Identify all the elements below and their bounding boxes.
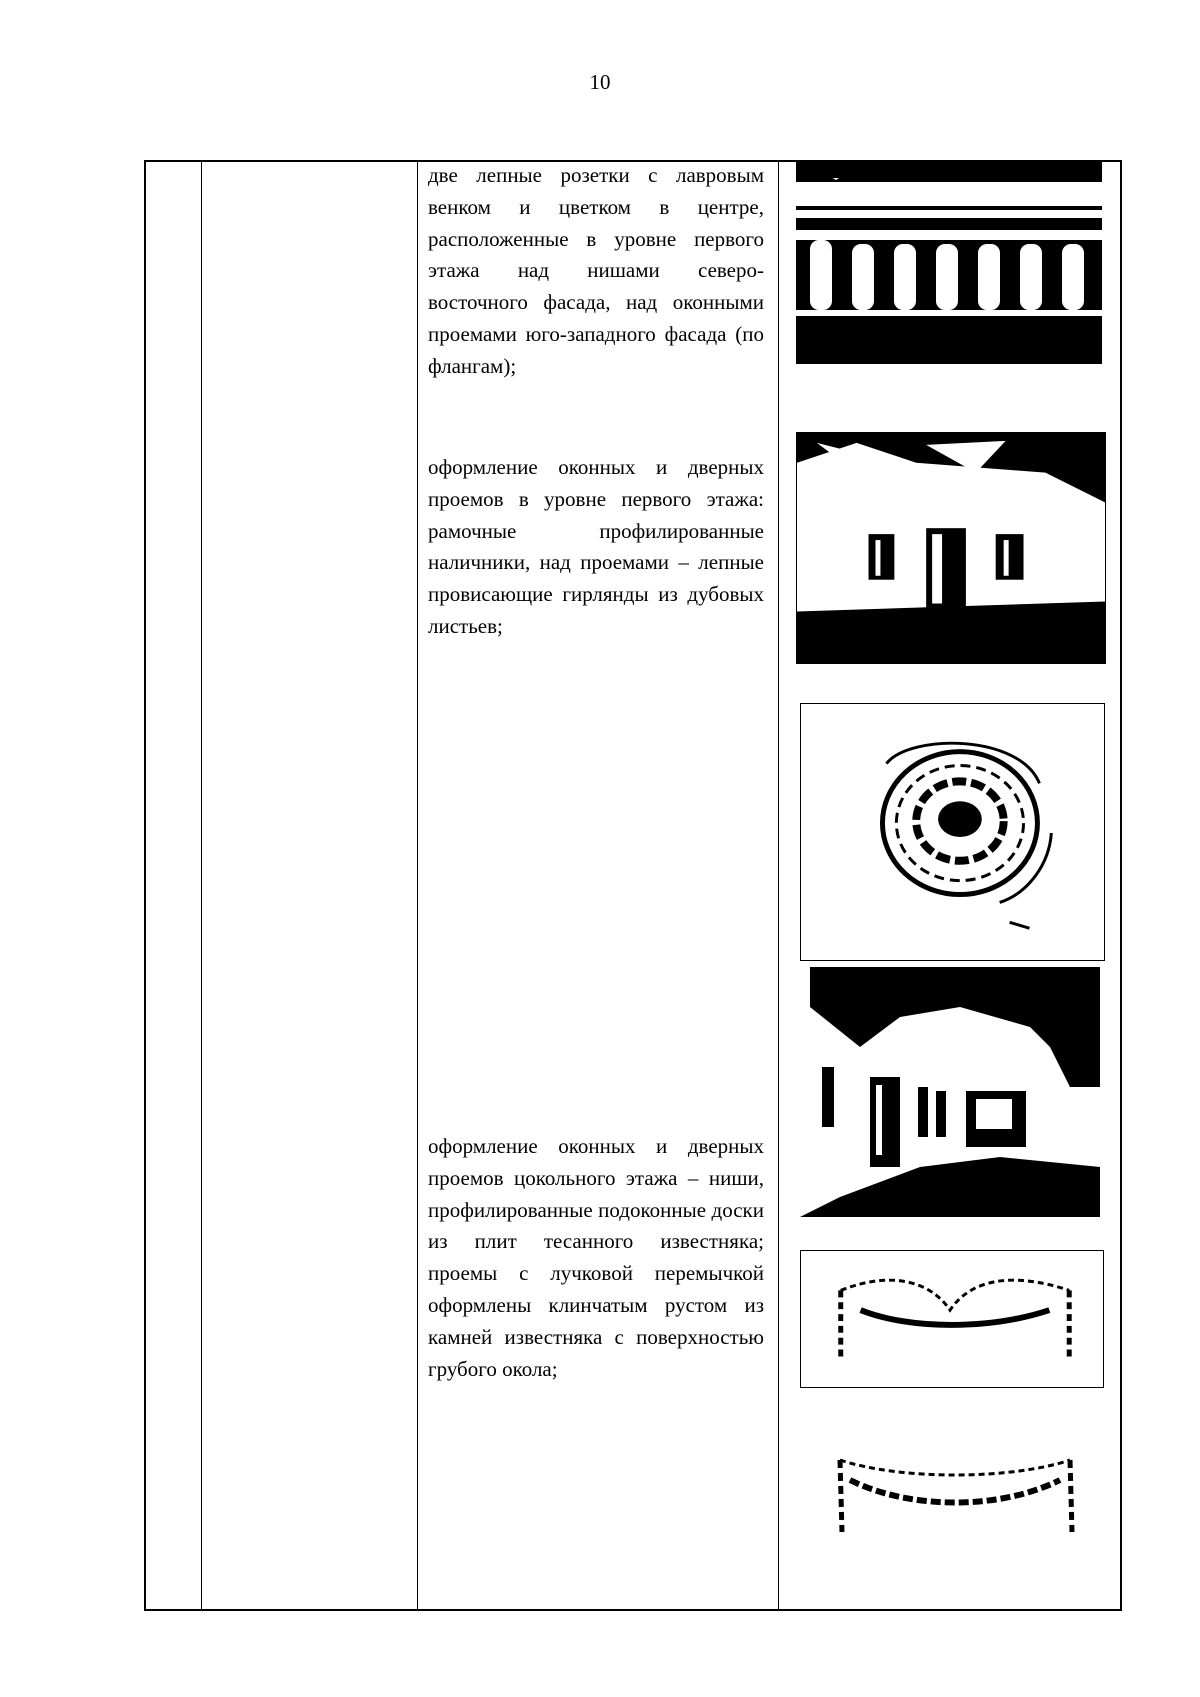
page-number: 10 (589, 70, 611, 94)
facade-windows-photo (796, 432, 1106, 664)
garland-photo-2 (820, 1440, 1090, 1540)
balustrade-photo (796, 160, 1102, 364)
column-divider-1 (201, 162, 202, 1609)
rosette-photo (800, 703, 1105, 961)
description-first-floor-openings: оформление оконных и дверных проемов в уровне первого этажа: рамочные профилированные наличники, над проемами – лепные провисающие гирлянды из дубовых листьев; (428, 455, 764, 638)
column-divider-2 (417, 162, 418, 1609)
garland-photo-1 (800, 1250, 1104, 1388)
description-basement-openings: оформление оконных и дверных проемов цокольного этажа – ниши, профилированные подоконные доски из плит тесанного известняка; проемы с лучковой перемычкой оформлены клинчатым рустом из камней известняка с поверхностью грубого окола; (428, 1134, 764, 1381)
column-divider-3 (778, 162, 779, 1609)
gallery-photo (800, 967, 1100, 1217)
description-rosettes: две лепные розетки с лавровым венком и цветком в центре, расположенные в уровне первого этажа над нишами северо-восточного фасада, над оконными проемами юго-западного фасада (по флангам); (428, 163, 764, 378)
